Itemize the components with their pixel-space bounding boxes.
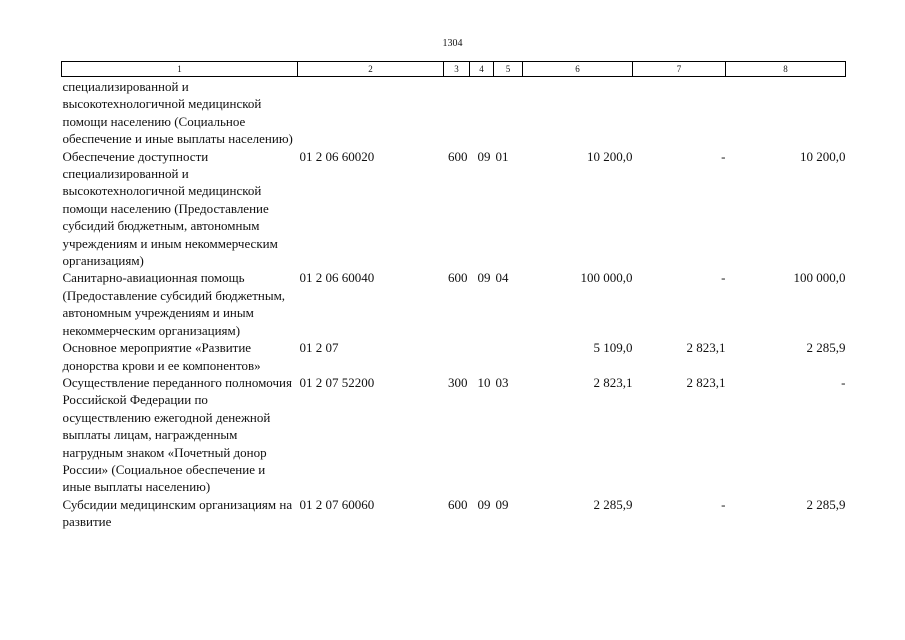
row-pr: 03 (495, 374, 509, 390)
row-rz: 10 (477, 374, 491, 390)
row-code (298, 77, 444, 148)
row-vr: 600 (448, 270, 468, 286)
row-code: 01 2 06 60040 (299, 270, 375, 286)
row-vr (444, 77, 470, 148)
row-code: 01 2 07 52200 (299, 374, 375, 390)
row-sum-fed: - (721, 148, 726, 164)
table-row (62, 77, 846, 148)
row-rz (470, 339, 494, 374)
row-rz: 09 (477, 496, 491, 512)
row-vr: 600 (448, 148, 468, 164)
row-sum-fed: 2 823,1 (686, 340, 726, 356)
header-col-5: 5 (494, 62, 523, 77)
row-sum-total: 10 200,0 (587, 148, 633, 164)
row-rz: 09 (477, 270, 491, 286)
table-header (62, 62, 846, 77)
row-name: Субсидии медицинским организациям на развитие (62, 496, 293, 530)
row-sum-reg: 100 000,0 (793, 270, 846, 286)
header-col-8: 8 (726, 62, 846, 77)
row-sum-reg: - (841, 374, 846, 390)
table-row (62, 339, 846, 374)
row-sum-fed (633, 77, 726, 148)
row-vr: 600 (448, 496, 468, 512)
row-pr: 09 (495, 496, 509, 512)
table-row (62, 148, 846, 270)
row-sum-reg: 2 285,9 (806, 340, 846, 356)
row-pr: 04 (495, 270, 509, 286)
table-row (62, 496, 846, 531)
table-row (62, 374, 846, 496)
row-pr: 01 (495, 148, 509, 164)
header-col-7: 7 (633, 62, 726, 77)
row-name: Санитарно-авиационная помощь (Предоставление субсидий бюджетным, автономным учреждениям и иным некоммерческим организациям) (62, 270, 286, 338)
row-rz: 09 (477, 148, 491, 164)
row-name: Осуществление переданного полномочия Российской Федерации по осуществлению ежегодной денежной выплаты лицам, награжденным нагрудным знаком «Почетный донор России» (Социальное обеспечение и иные выплаты населению) (62, 374, 292, 495)
header-col-2: 2 (298, 62, 444, 77)
row-pr (494, 339, 523, 374)
header-col-4: 4 (470, 62, 494, 77)
row-name: специализированной и высокотехнологичной медицинской помощи населению (Социальное обеспечение и иные выплаты населению) (62, 79, 293, 147)
row-name: Основное мероприятие «Развитие донорства крови и ее компонентов» (62, 340, 261, 373)
row-sum-total: 2 823,1 (593, 374, 633, 390)
row-sum-total: 100 000,0 (580, 270, 633, 286)
row-code: 01 2 06 60020 (299, 148, 375, 164)
header-col-6: 6 (523, 62, 633, 77)
row-sum-reg: 2 285,9 (806, 496, 846, 512)
row-vr (444, 339, 470, 374)
row-pr (494, 77, 523, 148)
row-sum-total: 5 109,0 (593, 340, 633, 356)
row-rz (470, 77, 494, 148)
row-sum-fed: - (721, 496, 726, 512)
budget-table (61, 61, 846, 531)
header-col-1: 1 (62, 62, 298, 77)
row-sum-reg: 10 200,0 (800, 148, 846, 164)
row-sum-total (523, 77, 633, 148)
header-col-3: 3 (444, 62, 470, 77)
row-sum-reg (726, 77, 846, 148)
row-code: 01 2 07 60060 (299, 496, 375, 512)
row-name: Обеспечение доступности специализированной и высокотехнологичной медицинской помощи населению (Предоставление субсидий бюджетным, автономным учреждениям и иным некоммерческим организациям) (62, 148, 278, 269)
row-sum-fed: 2 823,1 (686, 374, 726, 390)
row-sum-fed: - (721, 270, 726, 286)
row-sum-total: 2 285,9 (593, 496, 633, 512)
row-code: 01 2 07 (299, 340, 339, 356)
page-number: 1304 (442, 38, 463, 49)
table-row (62, 269, 846, 339)
row-vr: 300 (448, 374, 468, 390)
